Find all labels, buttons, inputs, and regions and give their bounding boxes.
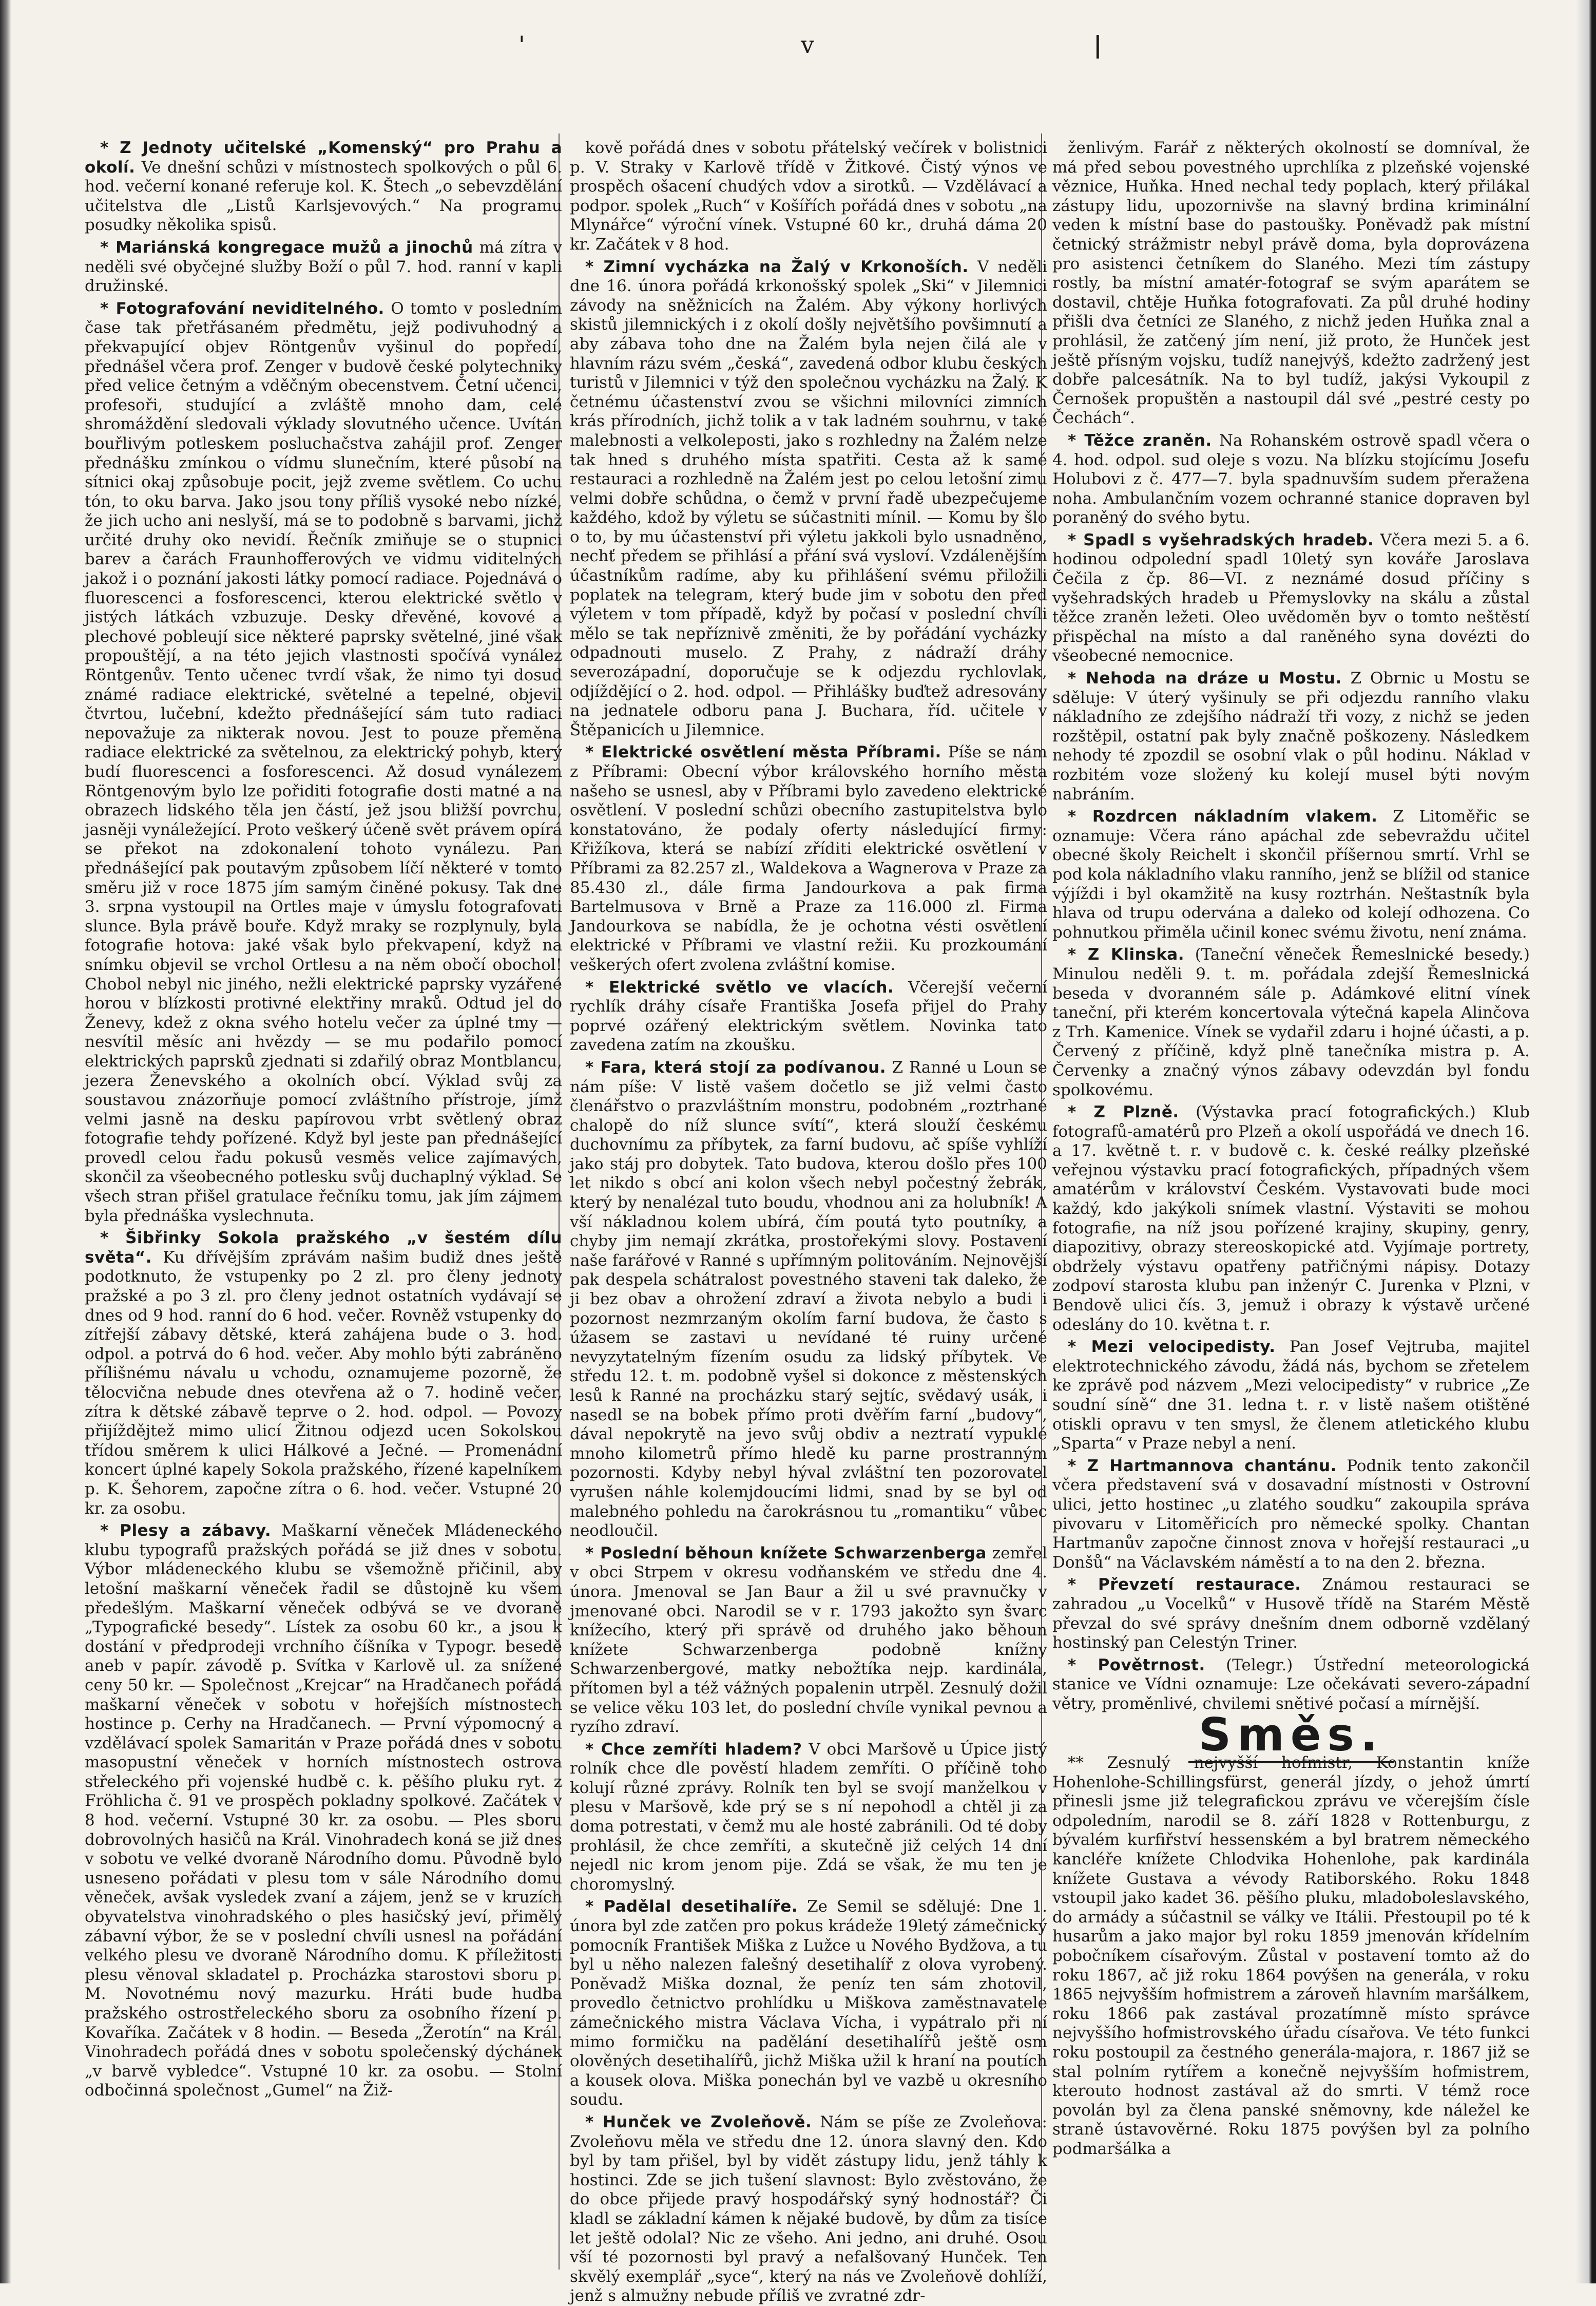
article bbox=[1052, 1457, 1530, 1573]
article-headline: * Mariánská kongregace mužů a jinochů bbox=[100, 238, 473, 257]
article bbox=[85, 139, 562, 235]
article-paragraph bbox=[85, 238, 562, 296]
top-marks bbox=[0, 31, 1596, 92]
article-headline: * Padělal desetihalíře. bbox=[585, 1897, 798, 1916]
article-paragraph bbox=[1052, 431, 1530, 528]
article-body: Včerejší večerní rychlík dráhy císaře Františka Josefa přijel do Prahy poprvé ozářený elektrickým světlem. Novinka tato zavedena zatím na zkoušku. bbox=[570, 978, 1047, 1055]
article-headline: * Z Hartmannova chantánu. bbox=[1068, 1456, 1337, 1475]
article-paragraph bbox=[570, 1544, 1047, 1737]
article-headline: * Zimní vycházka na Žalý v Krkonoších. bbox=[585, 257, 969, 276]
scan-right-edge bbox=[1575, 0, 1596, 2283]
article-body: Ze Semil se sdělujé: Dne 1. února byl zde zatčen pro pokus krádeže 19letý zámečnický pomocník František Miška z Lužce u Nového Bydžova, a tu byl u něho nalezen falešný desetihalíř z olova vyrobený. Poněvadž Miška doznal, že peníz ten sám zhotovil, provedlo četnictvo prohlídku u Miškova zaměstnavatele zámečnického mistra Václava Vícha, i vypátralo při ní mimo formičku na padělání desetihalířů ještě osm olověných desetihalířů, jichž Miška užil k hraní na poutích a kousek olova. Miška ponechán byl ve vazbě u okresního soudu. bbox=[570, 1897, 1047, 2109]
article-body: Na Rohanském ostrově spadl včera o 4. hod. odpol. sud oleje s vozu. Na blízku stojícímu Josefu Holubovi z č. 477—7. byla spadnuvším sudem přeražena noha. Ambulančním vozem ochranné stanice dopraven byl poraněný do svého bytu. bbox=[1052, 431, 1530, 527]
article-paragraph bbox=[1052, 1575, 1530, 1652]
article-headline: * Povětrnost. bbox=[1068, 1655, 1205, 1674]
article-body: Ku dřívějším zprávám našim budiž dnes ještě podotknuto, že vstupenky po 2 zl. pro členy jednoty pražské a po 3 zl. pro členy jednot ostatních vydávají se dnes od 9 hod. ranní do 6 hod. večer. Rovněž vstupenky do zítřejší zábavy dětské, která zahájena bude o 3. hod. odpol. a potrvá do 6 hod. večer. Aby mohlo býti zabráněno přílišnému návalu u vchodu, oznamujeme pozorně, že tělocvična nebude dnes otevřena až o 7. hodině večer, zítra k dětské zábavě teprve o 2. hod. odpol. — Povozy přijíždějtež mimo ulicí Žitnou odjezd ucen Sokolskou třídou směrem k ulici Hálkové a Ječné. — Promenádní koncert úplné kapely Sokola pražského, řízené kapelníkem p. K. Šehorem, započne zítra o 6. hod. večer. Vstupné 20 kr. za osobu. bbox=[85, 1248, 562, 1518]
article-paragraph bbox=[85, 299, 562, 1226]
article-headline: * Fotografování neviditelného. bbox=[100, 299, 384, 318]
article bbox=[1052, 431, 1530, 528]
article bbox=[570, 1544, 1047, 1737]
article bbox=[1052, 139, 1530, 428]
article-body: Nám se píše ze Zvoleňova: Zvoleňovu měla ve středu dne 12. února slavný den. Kdo byl by tam přišel, byl by vidět zástupy lidu, jenž táhly k hostinci. Zde se jich tušení slavnost: Bylo zvěstováno, že do obce přijede pravý hospodářský syný hodnostář? Či kladl se základní kámen k nějaké budově, by dům za tisíce let ještě odolal? Nic ze všeho. Ani jedno, ani druhé. Osou vší té pozornosti byl pravý a nefalšovaný Hunček. Ten skvělý exemplář „syce“, který na nás ve Zvoleňově dohlíží, jenž s almužny nebude příliš ve zvratné zdr- bbox=[570, 2112, 1047, 2305]
article-paragraph bbox=[570, 258, 1047, 740]
article-paragraph bbox=[1052, 1103, 1530, 1335]
article-paragraph bbox=[85, 1521, 562, 2101]
article-headline: * Poslední běhoun knížete Schwarzenberga bbox=[585, 1543, 987, 1562]
article-paragraph bbox=[85, 1229, 562, 1518]
article-body: ** Zesnulý nejvyšší hofmistr, Konstantin kníže Hohenlohe-Schillingsfürst, generál jízdy, o jehož úmrtí přinesli jsme již telegrafickou zprávu ve včerejším čísle odpoledním, narodil se 8. září 1828 v Rottenburgu, z bývalém kurfiřství hessenském a byl bratrem německého kancléře knížete Chlodvika Hohenlohe, pak kardinála knížete Gustava a vévody Ratiborského. Roku 1848 vstoupil jako kadet 36. pěšího pluku, mladoboleslavského, do armády a súčastnil se války ve Itálii. Přestoupil po té k husarům a jako major byl roku 1859 jmenován křídelním pobočníkem císařovým. Zůstal v postavení tomto až do roku 1867, ač již roku 1864 povýšen na generála, v roku 1865 nejvyšším hofmistrem a zároveň hlavním maršálkem, roku 1866 pak zastával prozatímně místo správce nejvyššího hofmistrovského úřadu císařova. Ve této funkci roku postoupil za čestného generála-majora, r. 1867 již se stal polním rytířem a konečně nejvyšším hofmistrem, kterouto hodnost zastával až do smrti. V témž roce povolán byl za člena panské sněmovny, kde náležel ke straně ústavověrné. Roku 1875 povýšen byl za polního podmaršálka a bbox=[1052, 1754, 1530, 2158]
article-headline: * Fara, která stojí za podívanou. bbox=[585, 1058, 886, 1077]
article bbox=[85, 1521, 562, 2101]
article-paragraph bbox=[570, 139, 1047, 255]
article bbox=[85, 1229, 562, 1518]
article-paragraph bbox=[1052, 139, 1530, 428]
article bbox=[570, 1897, 1047, 2110]
article-headline: * Z Plzně. bbox=[1068, 1103, 1179, 1122]
article-body: Z Litoměřic se oznamuje: Včera ráno apáchal zde sebevraždu učitel obecné školy Reichelt i skončil příšernou smrtí. Vrhl se pod kola nákladního vlaku ranního, jenž se blížil od stanice výjíždi i byl okamžitě na kusy roztrhán. Neštastník byla hlava od trupu odervána a daleko od kolejí odhozena. Co pohnutkou přiměla učinil konec svému životu, není známa. bbox=[1052, 807, 1530, 942]
article bbox=[1052, 807, 1530, 942]
article bbox=[1052, 1754, 1530, 2159]
article-paragraph bbox=[1052, 1457, 1530, 1573]
article-body: (Telegr.) Ústřední meteorologická stanice ve Vídni oznamuje: Lze očekávati severo-západní větry, proměnlivé, chvilemi snětivé počasí a mírnější. bbox=[1052, 1655, 1530, 1713]
article-paragraph bbox=[570, 1740, 1047, 1895]
article-headline: * Těžce zraněn. bbox=[1068, 431, 1212, 450]
article bbox=[1052, 1338, 1530, 1454]
article-paragraph bbox=[570, 2113, 1047, 2306]
article bbox=[570, 258, 1047, 740]
article bbox=[1052, 669, 1530, 804]
article-body: Z Obrnic u Mostu se sděluje: V úterý vyšinuly se při odjezdu ranního vlaku nákladního ze zdejšího nádraží tři vozy, z nichž se jeden rozštěpil, ostatní pak byly značně poškozeny. Následkem nehody té zpozdil se osobní vlak o půl hodinu. Náklad v rozbitém voze složený ku kolejí musel býti novým nabráním. bbox=[1052, 669, 1530, 804]
article-paragraph bbox=[570, 1897, 1047, 2110]
article-body: Ve dnešní schůzi v místnostech spolkových o půl 6. hod. večerní konané referuje kol. K. Štech „o sebevzdělání učitelstva dle „Listů Karlsjevových.“ Na programu posudky několika spisů. bbox=[85, 158, 562, 235]
article-headline: * Převzetí restaurace. bbox=[1068, 1575, 1301, 1594]
article-paragraph bbox=[1052, 531, 1530, 666]
article bbox=[570, 1740, 1047, 1895]
article bbox=[1052, 1575, 1530, 1652]
article-headline: * Elektrické osvětlení města Příbrami. bbox=[585, 743, 941, 762]
article-body: (Výstavka prací fotografických.) Klub fotografů-amatérů pro Plzeň a okolí uspořádá ve dnech 16. a 17. květně t. r. v budově c. k. české reálky plzeňské veřejnou výstavku prací fotografických, případných všem amatérům v království Českém. Vystavovati bude moci každý, kdo jakýkoli snímek vlastní. Výstaviti se mohou fotografie, na níž jsou pořízené krajiny, skupiny, genry, diapozitivy, obrazy stereoskopické atd. Vyjímaje portrety, obdržely výstavu opatřeny patřičnými nápisy. Dotazy zodpoví starosta klubu pan inženýr C. Jurenka v Plzni, v Bendově ulici čís. 3, jemuž i obrazy k výstavě určené odeslány do 10. května t. r. bbox=[1052, 1103, 1530, 1334]
article-headline: * Rozdrcen nákladním vlakem. bbox=[1068, 807, 1378, 826]
article-body: Píše se nám z Příbrami: Obecní výbor královského horního města našeho se usnesl, aby v Příbrami bylo zavedeno elektrické osvětlení. V poslední schůzi obecního zastupitelstva bylo konstatováno, že podaly oferty následující firmy: Křižíkova, která se nabízí zříditi elektrické osvětlení v Příbrami za 82.257 zl., Waldekova a Wagnerova v Praze za 85.430 zl., dále firma Jandourkova a pak firma Bartelmusova v Brně a Praze za 116.000 zl. Firma Jandourkova se nabídla, že je ochotna vésti osvětlení elektrické v Příbrami ve vlastní režii. Ku prozkoumání veškerých ofert zvolena zvláštní komise. bbox=[570, 743, 1048, 974]
article-body: má zítra v neděli své obyčejné služby Boží o půl 7. hod. ranní v kapli družinské. bbox=[85, 238, 562, 296]
article-paragraph bbox=[570, 1058, 1047, 1541]
article bbox=[570, 1058, 1047, 1541]
article-headline: * Hunček ve Zvoleňově. bbox=[585, 2112, 812, 2131]
article-headline: * Z Klinska. bbox=[1068, 945, 1185, 964]
article bbox=[570, 139, 1047, 255]
article bbox=[570, 2113, 1047, 2306]
article-paragraph bbox=[85, 139, 562, 235]
article-body: O tomto v posledním čase tak přetřásaném předmětu, jejž podivuhodný a překvapující objev Röntgenův vyšinul do popředí, přednášel včera prof. Zenger v budově české polytechniky před velice četným a vděčným obecenstvem. Četní učenci, profesoři, studující a zvláště mnoho dam, celé shromáždění sledovali výklady slovutného učence. Uvítán bouřlivým potleskem posluchačstva zahájil prof. Zenger přednášku zmínkou o vídmu slunečním, které působí na sítnici okaj způsobuje pocit, jejž zveme světlem. Co uchu tón, to oku barva. Jako jsou tony příliš vysoké nebo nízké, že jich ucho ani neslyší, má se to podobně s barvami, jichž určité druhy oko nevidí. Řečník zmiňuje se o stupnici barev a čarách Fraunhofferových ve vidmu viditelných jakož i o poznání jakosti látky pomocí radiace. Pojednává o fluorescenci a fosforescenci, kterou elektrické světlo v jistých látkách vzbuzuje. Desky dřevěné, kovové a plechové pobleují sice některé paprsky světelné, jiné však propouštějí, a na této jejich vlastnosti spočívá vynález Röntgenův. Tento učenec tvrdí však, že nimo tyi dosud známé radiace elektrické, světelné a tepelné, objevil čtvrtou, lučební, kdežto přednášející sám tuto radiaci nepovažuje za nikterak novou. Jest to pouze přeměna radiace elektrické za světelnou, za elektrický pohyb, který budí fluorescenci a fosforescenci. Až dosud vynálezem Röntgenovým bylo lze pořiditi fotografie dosti matné a na obrazech lidského těla jen částí, jež jsou bližší povrchu, jasněji vynáležející. Proto veškerý účeně svět právem opírá se překot na zdokonalení tohoto vynálezu. Pan přednášející pak poutavým způsobem líčí některé v tomto směru již v roce 1875 jím samým činěné pokusy. Tak dne 3. srpna vystoupil na Ortles maje v úmyslu fotografovati slunce. Byla právě bouře. Když mraky se rozplynuly, byla fotografie hotova: jaké však bylo překvapení, když na snímku objevil se vrchol Ortlesu a na něm obočí obochol! Chobol nebyl nic jiného, nežli elektrické paprsky vyzářené horou v blízkosti protivné elektřiny mraků. Odtud jel do Ženevy, kdež z okna svého hotelu večer za úplné tmy — nesvítil měsíc ani hvězdy — se mu podařilo pomocí elektrických paprsků zjednati si zdařilý obraz Montblancu, jezera Ženevského a okolních obcí. Výklad svůj za soustavou znázorňuje pomocí zvláštního přístroje, jímž velmi jasně na desku papírovou vrbt světlený obraz fotografie tehdy pořízené. Když byl jeste pan přednášející provedl celou řadu pokusů vesměs velice zajímavých, skončil za všeobecného potlesku svůj duchaplný výklad. Se všech stran přišel gratulace řečníku tomu, jak jím zájmem byla přednáška vyslechnuta. bbox=[85, 299, 562, 1225]
article-headline: * Šibřinky Sokola pražského „v šestém dílu světa“. bbox=[85, 1229, 562, 1267]
article-body: V obci Maršově u Úpice jistý rolník chce dle pověstí hladem zemříti. O příčině toho kolují různé zprávy. Rolník ten byl se svojí manželkou v plesu v Maršově, kde prý se s ní nepohodl a chtěl ji za doma potrestati, v čemž mu ale hosté zabránili. Od té doby prohlásil, že chce zemříti, a skutečně již celých 14 dní nejedl nic krom jenom pije. Zdá se však, že mu ten je choromyslný. bbox=[570, 1740, 1047, 1894]
article-headline: * Nehoda na dráze u Mostu. bbox=[1068, 669, 1342, 688]
top-mark: ' bbox=[518, 31, 525, 59]
article-body: Známou restauraci se zahradou „u Vocelků“ v Husově třídě na Starém Městě převzal do své správy dnešním dnem odborně vzdělaný hostinský pan Celestýn Triner. bbox=[1052, 1575, 1530, 1652]
article bbox=[570, 743, 1047, 975]
article-paragraph bbox=[570, 978, 1047, 1055]
section-title-text: Směs. bbox=[1188, 1708, 1394, 1763]
article-headline: * Elektrické světlo ve vlacích. bbox=[585, 978, 894, 997]
article bbox=[85, 299, 562, 1226]
article-body: kově pořádá dnes v sobotu přátelský večírek v bolistnici p. V. Straky v Karlově třídě v Žitkové. Čistý výnos ve prospěch ošacení chudých vdov a sirotků. — Vzdělávací a podpor. spolek „Ruch“ v Košířích pořádá dnes v sobotu „na Mlynářce“ výroční vínek. Vstupné 60 kr., druhá dáma 20 kr. Začátek v 8 hod. bbox=[570, 139, 1047, 254]
article-body: ženlivým. Farář z některých okolností se domníval, že má před sebou povestného uprchlíka z plzeňské vojenské věznice, Huňka. Hned nechal tedy poplach, který přilákal zástupy lidu, upozornivše na slavný brdina kriminální veden k místní base do pastoušky. Poněvadž pak místní četnický strážmistr nebyl právě doma, byla doprovázena pro asistenci četníkem do Slaného. Mezi tím zástupy rostly, ba místní amatér-fotograf se svým aparátem se dostavil, chtěje Huňka fotografovati. Za půl druhé hodiny přišli dva četníci ze Slaného, z nichž jeden Huňka znal a prohlásil, že zatčený jím není, již proto, že Hunček jest ještě přísným vojsku, tudíž nanejvýš, kdežto zadržený jest dobře palcesátník. Na to byl tudíž, jakýsi Vykoupil z Černošek propuštěn a nastoupil dál své „pestré cesty po Čechách“. bbox=[1052, 139, 1530, 428]
article-paragraph bbox=[1052, 1656, 1530, 1714]
article bbox=[85, 238, 562, 296]
scan-left-edge bbox=[0, 0, 11, 2283]
article-body: V neděli dne 16. února pořádá krkonošský spolek „Ski“ v Jilemnici závody na sněžnicích na Žalém. Aby výkony horlivých skistů jilemnických i z okolí došly největšího povšimnutí a aby zábava toho dne na Žalém byla nejen čilá ale v hlavním rázu svém „česká“, zavedená odbor klubu českých turistů v Jilemnici v týž den společnou vycházku na Žalý. K četnému účastenství zvou se všichni milovníci zimních krás přírodních, jichž tolik a v tak ladném souhrnu, v také malebnosti a velkoleposti, jako s rozhledny na Žalém nelze tak hned s druhého místa spatřiti. Cesta až k samé restauraci a rozhledně na Žalém jest po celou letošní zimu velmi dobře schůdna, o čemž v první řadě ubezpečujeme každého, kdož by výletu se súčastniti mínil. — Komu by šlo o to, by mu účastenství při výletu jakkoli bylo usnadněno, nechť předem se přihlásí a přání svá vysloví. Vzdálenějším účastníkům radíme, aby ku přihlášení svému přiložili poplatek na telegram, který bude jim v sobotu den před výletem v tom případě, když by počasí v poslední chvíli mělo se tak nepříznivě změniti, že by pořádání vycházky odpadnouti muselo. Z Prahy, z nádraží dráhy severozápadní, doporučuje se k odjezdu rychlovlak, odjíždějící o 2. hod. odpol. — Přihlášky buďtež adresovány na jednatele odboru pana J. Buchara, říd. učitele v Štěpanicích u Jilemnice. bbox=[570, 257, 1047, 739]
article-headline: * Z Jednoty učitelské „Komenský“ pro Prahu a okolí. bbox=[85, 139, 562, 177]
article bbox=[1052, 1103, 1530, 1335]
article-paragraph bbox=[1052, 1754, 1530, 2159]
article-body: Pan Josef Vejtruba, majitel elektrotechnického závodu, žádá nás, bychom se zřetelem ke zprávě pod názvem „Mezi velocipedisty“ v rubrice „Ze soudní síně“ dne 31. ledna t. r. v listě našem otištěné otiskli opravu v ten smysl, že členem atletického klubu „Sparta“ v Praze nebyl a není. bbox=[1052, 1338, 1530, 1453]
top-mark: | bbox=[1093, 31, 1102, 59]
article bbox=[570, 978, 1047, 1055]
article-headline: * Mezi velocipedisty. bbox=[1068, 1338, 1276, 1357]
section-title bbox=[1052, 1708, 1530, 1761]
article bbox=[1052, 531, 1530, 666]
article-body: Podnik tento zakončil včera představení svá v dosavadní místnosti v Ostrovní ulici, jetto hostinec „u zlatého soudku“ zakoupila správa pivovaru v Litoměřicích pro německé spolky. Chantan Hartmanův započne činnost znova v hořejší restauraci „u Donšů“ na Václavském náměstí a to na den 2. března. bbox=[1052, 1456, 1530, 1572]
article-body: Z Ranné u Loun se nám píše: V listě vašem dočetlo se již velmi často členářstvo o prazvláštním monstru, podobném „roztrhané chalopě do níž slunce svítí“, která slouží českému duchovnímu za příbytek, za farní budovu, ač spíše vyhlíží jako stáj pro dobytek. Tato budova, kterou došlo přes 100 let nikdo s obcí ani kolon všech nebyl počestný žebrák, který by nenalézal tuto boudu, vhodnou ani za holubník! A vší nákladnou kolem ubírá, čím poutá tyto poutníky, a chyby jim nemají zkrátka, prostořekými slovy. Postavení naše farářové v Ranné s upřímným politováním. Nejnovější pak despela schátralost povestného staveni tak daleko, že ji bez obav a ohrožení zdraví a života nebylo a budi i pozornost nezmrzaným okolím farní budova, že často s úžasem se zastavi u nevídané té ruiny určené nevyzytatelným fízením osudu za lidský příbytek. Ve středu 12. t. m. podobně vyšel si dokonce z městenských lesů k Ranné na procházku starý sejtíc, svědavý usák, i nasedl se na bobek přímo proti dvěřím farní „budovy“, dával nepokrytě na jevo svůj obdiv a neztratí vypuklé mnoho kilometrů přímo hledě ku parne prostranným pozornosti. Kdyby nebyl hýval zvláštní ten pozorovatel vyrušen náhle kolemjdoucími lidmi, snad by se byl od malebného pohledu na čarokrásnou tu „romantiku“ vůbec neodloučil. bbox=[570, 1058, 1047, 1540]
column-3 bbox=[1052, 139, 1530, 2270]
article bbox=[1052, 1656, 1530, 1714]
top-mark: v bbox=[801, 31, 814, 59]
column-1 bbox=[85, 139, 562, 2270]
article-paragraph bbox=[570, 743, 1047, 975]
article-paragraph bbox=[1052, 669, 1530, 804]
article-paragraph bbox=[1052, 1338, 1530, 1454]
article-paragraph bbox=[1052, 945, 1530, 1100]
article-body: Maškarní věneček Mládeneckého klubu typografů pražských pořádá se již dnes v sobotu. Výbor mládeneckého klubu se všemožně přičinil, aby letošní maškarní věneček řadil se důstojně ku všem předešlým. Maškarní věneček odbývá se ve dvoraně „Typografické besedy“. Lístek za osobu 60 kr., a jsou k dostání v předprodeji vrchního číšníka v Typogr. besedě aneb v papír. závodě p. Svítka v Karlově ul. za snížené ceny 50 kr. — Společnost „Krejcar“ na Hradčanech pořádá maškarní věneček v sobotu v hořejších místnostech hostince p. Cerhy na Hradčanech. — První výpomocný a vzdělávací spolek Samaritán v Praze pořádá dnes v sobotu masopustní věneček v horních místnostech ostrova střeleckého při vojenské hudbě c. k. pěšího pluku ryt. z Fröhlicha č. 91 ve prospěch pokladny spolkové. Začátek v 8 hod. večerní. Vstupné 30 kr. za osobu. — Ples sboru dobrovolných hasičů na Král. Vinohradech koná se již dnes v sobotu ve velké dvoraně Národního domu. Původně bylo usneseno pořádati v plesu tom v sále Národního domu věneček, avšak vysledek zvaní a zájem, jenž se v kruzích obyvatelstva vinohradského o ples hasičský jeví, přimělý zábavní výbor, že se v poslední chvíli usnesl na pořádání velkého plesu ve dvoraně Národního domu. K příležitosti plesu věnoval skladatel p. Procházka starostovi sboru p. M. Novotnému nový mazurku. Hráti bude hudba pražského ostrostřeleckého sboru za osobního řízení p. Kovaříka. Začátek v 8 hodin. — Beseda „Žerotín“ na Král. Vinohradech pořádá dnes v sobotu společenský dýchánek „v barvě vybledce“. Vstupné 10 kr. za osobu. — Stolní odbočinná společnost „Gumel“ na Žiž- bbox=[85, 1521, 562, 2100]
article-body: zemřel v obci Strpem v okresu vodňanském ve středu dne 4. února. Jmenoval se Jan Baur a žil u své pravnučky v jmenované obci. Narodil se v r. 1793 jakožto syn švarc knížecího, který při správě od druhého jako běhoun knížete Schwarzenberga podobně knížny Schwarzenbergové, matky nebožtíka nejp. kardinála, přítomen byl a též vážných popalenin utrpěl. Zesnulý dožil se velice věku 103 let, do poslední chvíle vynikal pevnou a ryzího zdraví. bbox=[570, 1543, 1048, 1737]
article-body: Včera mezi 5. a 6. hodinou odpolední spadl 10letý syn kováře Jaroslava Čečila z čp. 86—VI. z neznámé dosud příčiny s vyšehradských hradeb u Přemyslovky na skálu a zůstal těžce zraněn ležeti. Oleo uvědoměn byv o tomto neštěstí přispěchal na místo a dal raněného syna dovézti do všeobecné nemocnice. bbox=[1052, 530, 1530, 665]
article bbox=[1052, 945, 1530, 1100]
article-headline: * Spadl s vyšehradských hradeb. bbox=[1068, 530, 1374, 549]
article-paragraph bbox=[1052, 807, 1530, 942]
article-headline: * Chce zemříti hladem? bbox=[585, 1740, 802, 1759]
article-headline: * Plesy a zábavy. bbox=[100, 1521, 272, 1540]
column-2 bbox=[570, 139, 1048, 2305]
article-body: (Taneční věneček Řemeslnické besedy.) Minulou neděli 9. t. m. pořádala zdejší Řemeslnická beseda v dvoranném sále p. Adámkové elitní vínek taneční, při kterém koncertovala výtečná kapela Alinčova z Trh. Kamenice. Vínek se vydařil zdaru i hojné účasti, a p. Červený z příčině, když plně tanečníka mistra p. A. Červenky a značný výnos zábavy odevzdán byl fondu spolkovému. bbox=[1052, 945, 1530, 1099]
